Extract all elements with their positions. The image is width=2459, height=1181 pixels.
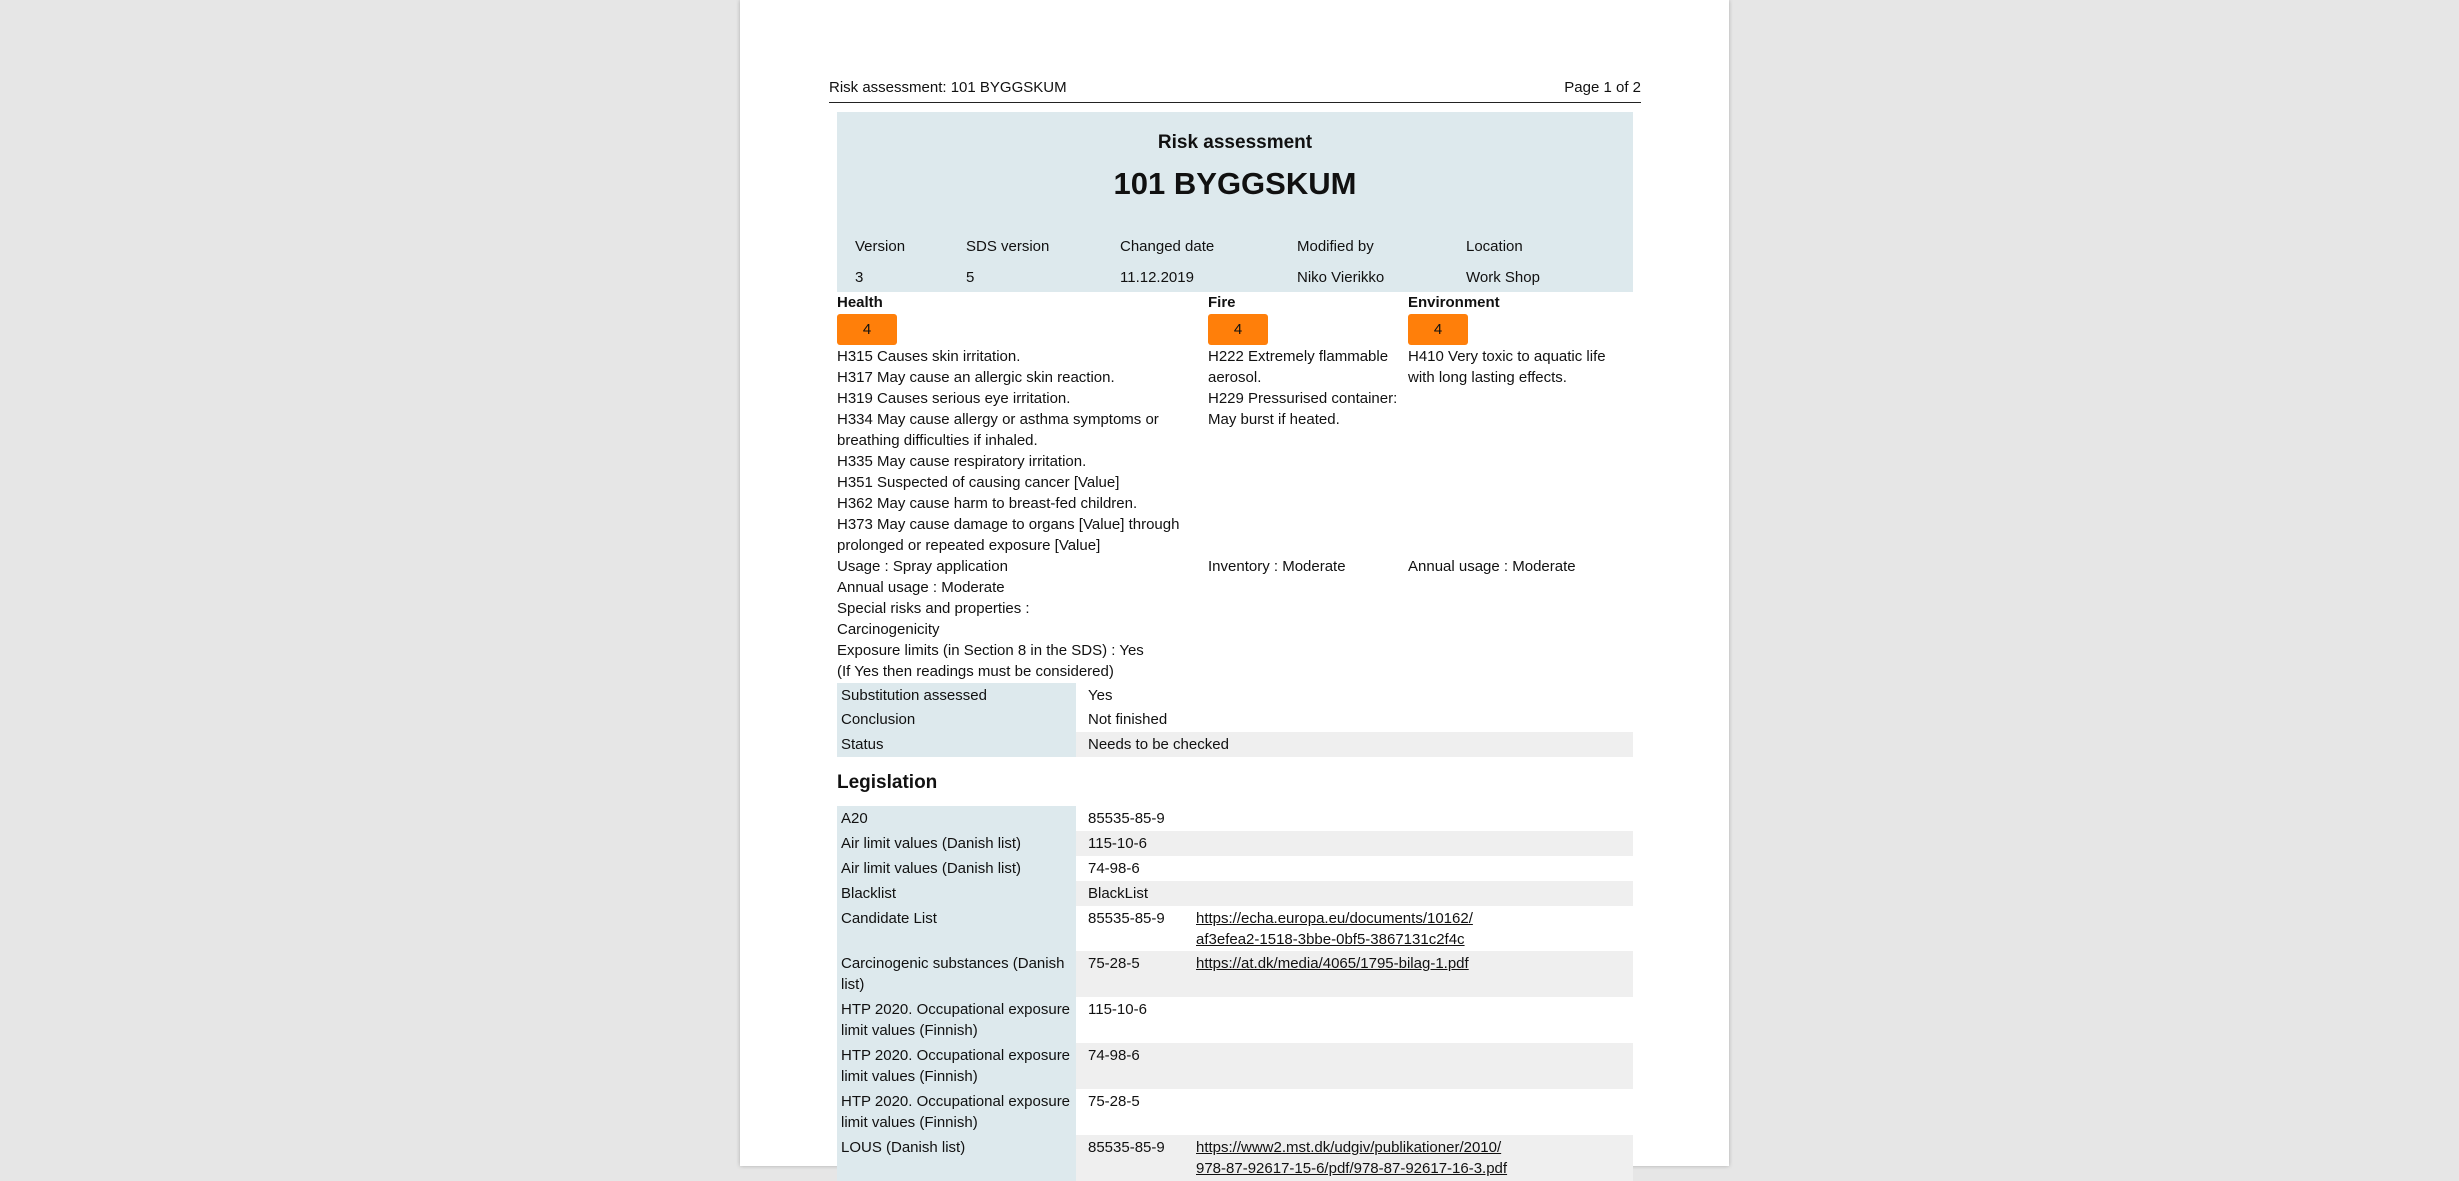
meta-label-location: Location (1466, 238, 1523, 255)
legislation-label: Air limit values (Danish list) (837, 831, 1076, 856)
table-row (837, 997, 1633, 1043)
table-row (837, 831, 1633, 856)
health-detail: (If Yes then readings must be considered) (837, 663, 1114, 680)
meta-value-version: 3 (855, 269, 864, 286)
health-detail: Carcinogenicity (837, 621, 940, 638)
table-row (837, 856, 1633, 881)
health-detail: Special risks and properties : (837, 600, 1030, 617)
legislation-label: Blacklist (837, 881, 1076, 906)
legislation-label: LOUS (Danish list) (837, 1135, 1076, 1181)
health-detail: Exposure limits (in Section 8 in the SDS) : Yes (837, 642, 1144, 659)
legislation-cas: 74-98-6 (1088, 1047, 1140, 1064)
title-box (837, 112, 1633, 292)
summary-value: Yes (1088, 687, 1113, 704)
summary-label: Conclusion (837, 707, 1076, 732)
legislation-cas: 85535-85-9 (1088, 910, 1165, 927)
fire-score-badge: 4 (1208, 314, 1268, 345)
health-statement: H373 May cause damage to organs [Value] through (837, 516, 1180, 533)
legislation-cas: 85535-85-9 (1088, 810, 1165, 827)
legislation-label: HTP 2020. Occupational exposure limit values (Finnish) (837, 997, 1076, 1043)
legislation-cas: 75-28-5 (1088, 1093, 1140, 1110)
document-page (740, 0, 1729, 1177)
meta-label-changed-date: Changed date (1120, 238, 1215, 255)
environment-score-badge: 4 (1408, 314, 1468, 345)
meta-label-sds-version: SDS version (966, 238, 1050, 255)
fire-statements (1208, 346, 1397, 430)
health-statement: H319 Causes serious eye irritation. (837, 390, 1071, 407)
health-statement: prolonged or repeated exposure [Value] (837, 537, 1101, 554)
health-statement: H334 May cause allergy or asthma symptoms or (837, 411, 1159, 428)
legislation-cas: 85535-85-9 (1088, 1139, 1165, 1156)
table-row (837, 707, 1633, 732)
fire-statement: aerosol. (1208, 369, 1262, 386)
summary-value: Needs to be checked (1088, 736, 1229, 753)
summary-label: Substitution assessed (837, 683, 1076, 707)
fire-statement: May burst if heated. (1208, 411, 1340, 428)
table-row (837, 951, 1633, 997)
meta-label-version: Version (855, 238, 906, 255)
health-statement: H351 Suspected of causing cancer [Value] (837, 474, 1120, 491)
table-row (837, 1135, 1633, 1181)
health-detail: Annual usage : Moderate (837, 579, 1005, 596)
summary-value: Not finished (1088, 711, 1168, 728)
health-statement: H315 Causes skin irritation. (837, 348, 1021, 365)
legislation-table (837, 806, 1633, 1181)
legislation-label: Candidate List (837, 906, 1076, 951)
table-row (837, 1089, 1633, 1135)
environment-detail: Annual usage : Moderate (1408, 558, 1576, 575)
page-header (829, 78, 1641, 103)
legislation-cas: 115-10-6 (1088, 835, 1147, 852)
health-statement: breathing difficulties if inhaled. (837, 432, 1038, 449)
header-title: Risk assessment: 101 BYGGSKUM (829, 79, 1067, 96)
legislation-label: A20 (837, 806, 1076, 831)
table-row (837, 881, 1633, 906)
meta-value-location: Work Shop (1466, 269, 1540, 286)
health-detail: Usage : Spray application (837, 558, 1008, 575)
meta-value-changed-date: 11.12.2019 (1120, 269, 1194, 286)
legislation-link[interactable]: https://www2.mst.dk/udgiv/publikationer/2010/ 978-87-92617-15-6/pdf/978-87-92617-16-3.pdf (1196, 1139, 1508, 1177)
table-row (837, 1043, 1633, 1089)
legislation-label: Air limit values (Danish list) (837, 856, 1076, 881)
legislation-heading: Legislation (837, 772, 938, 793)
health-score-badge: 4 (837, 314, 897, 345)
table-row (837, 806, 1633, 831)
health-heading: Health (837, 294, 883, 311)
document-heading: Risk assessment (1157, 132, 1313, 153)
fire-heading: Fire (1208, 294, 1236, 311)
legislation-label: HTP 2020. Occupational exposure limit values (Finnish) (837, 1089, 1076, 1135)
environment-statement: H410 Very toxic to aquatic life (1408, 348, 1606, 365)
meta-value-sds-version: 5 (966, 269, 975, 286)
table-row (837, 683, 1633, 707)
legislation-cas: 115-10-6 (1088, 1001, 1147, 1018)
summary-table (837, 683, 1633, 757)
health-statements (837, 346, 1179, 682)
fire-statement: H229 Pressurised container: (1208, 390, 1398, 407)
health-statement: H362 May cause harm to breast-fed children. (837, 495, 1138, 512)
page-number: Page 1 of 2 (1564, 79, 1641, 96)
health-statement: H317 May cause an allergic skin reaction. (837, 369, 1115, 386)
health-statement: H335 May cause respiratory irritation. (837, 453, 1087, 470)
environment-statements (1408, 346, 1606, 388)
meta-value-modified-by: Niko Vierikko (1297, 269, 1385, 286)
legislation-link[interactable]: https://echa.europa.eu/documents/10162/ af3efea2-1518-3bbe-0bf5-3867131c2f4c (1196, 910, 1473, 948)
environment-statement: with long lasting effects. (1408, 369, 1567, 386)
meta-label-modified-by: Modified by (1297, 238, 1374, 255)
legislation-cas: 75-28-5 (1088, 955, 1140, 972)
legislation-link[interactable]: https://at.dk/media/4065/1795-bilag-1.pdf (1196, 955, 1469, 972)
fire-statement: H222 Extremely flammable (1208, 348, 1389, 365)
fire-detail: Inventory : Moderate (1208, 558, 1346, 575)
legislation-label: HTP 2020. Occupational exposure limit values (Finnish) (837, 1043, 1076, 1089)
product-name: 101 BYGGSKUM (1113, 166, 1357, 201)
summary-label: Status (837, 732, 1076, 757)
legislation-cas: 74-98-6 (1088, 860, 1140, 877)
legislation-label: Carcinogenic substances (Danish list) (837, 951, 1076, 997)
table-row (837, 906, 1633, 951)
legislation-cas: BlackList (1088, 885, 1149, 902)
table-row (837, 732, 1633, 757)
environment-heading: Environment (1408, 294, 1500, 311)
